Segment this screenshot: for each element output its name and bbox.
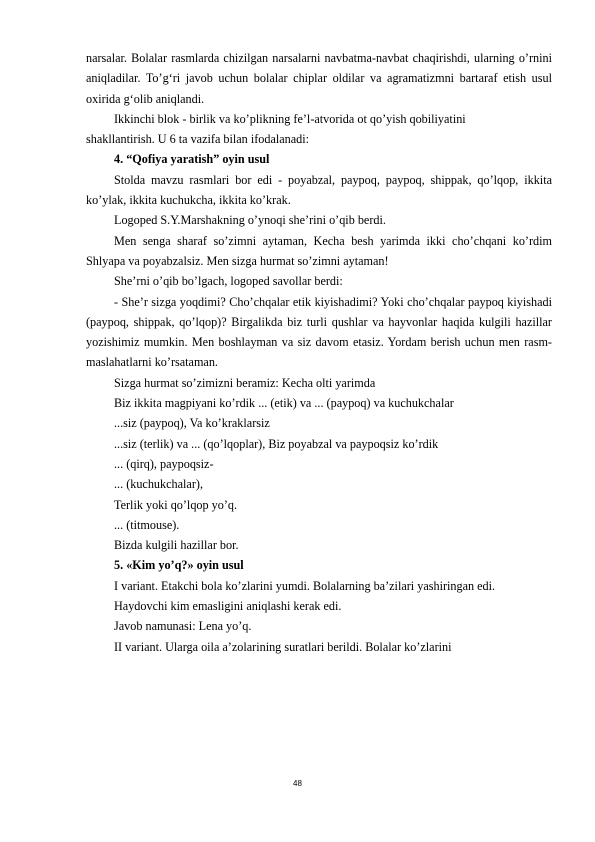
poem-line-7: Terlik yoki qo’lqop yo’q.: [114, 497, 238, 512]
poem-line-3: ...siz (paypoq), Va ko’kraklarsiz: [114, 416, 270, 431]
paragraph-after-poem: She’rni o’qib bo’lgach, logoped savollar berdi:: [114, 274, 343, 289]
paragraph-continuation: narsalar. Bolalar rasmlarda chizilgan narsalarni navbatma-navbat chaqirishdi, ularning o’rnini aniqladilar. To’g‘ri javob uchun bolalar chiplar oldilar va agramatizmni bartaraf etish usul oxirida g‘olib aniqlandi.: [86, 51, 552, 106]
poem-line-9: Bizda kulgili hazillar bor.: [114, 538, 239, 553]
poem-line-4: ...siz (terlik) va ... (qo’lqoplar), Biz poyabzal va paypoqsiz ko’rdik: [114, 436, 439, 451]
poem-line-8: ... (titmouse).: [114, 517, 180, 532]
paragraph-speech-therapist-read: Logoped S.Y.Marshakning o’ynoqi she’rini o’qib berdi.: [114, 213, 386, 228]
paragraph-second-block-intro: Ikkinchi blok - birlik va ko’plikning fe’l-atvorida ot qo’yish qobiliyatini: [114, 111, 466, 126]
page-number: 48: [293, 779, 302, 788]
poem-line-2: Biz ikkita magpiyani ko’rdik ... (etik) va ... (paypoq) va kuchukchalar: [114, 396, 454, 411]
section-heading-who-is-missing: 5. «Kim yo’q?» oyin usul: [114, 558, 244, 573]
section-heading-rhyme-game: 4. “Qofiya yaratish” oyin usul: [114, 152, 270, 167]
paragraph-poem: Men senga sharaf so’zimni aytaman, Kecha besh yarimda ikki cho’chqani ko’rdim Shlyapa va poyabzalsiz. Men sizga hurmat so’zimni aytaman!: [86, 233, 552, 268]
paragraph-second-block-tasks: shakllantirish. U 6 ta vazifa bilan ifodalanadi:: [86, 132, 310, 147]
paragraph-variant-1: I variant. Etakchi bola ko’zlarini yumdi. Bolalarning ba’zilari yashiringan edi.: [114, 578, 496, 593]
poem-line-5: ... (qirq), paypoqsiz-: [114, 456, 214, 471]
paragraph-questions: - She’r sizga yoqdimi? Cho’chqalar etik kiyishadimi? Yoki cho’chqalar paypoq kiyishadi (paypoq, shippak, qo’lqop)? Birgalikda biz turli qushlar va hayvonlar haqida kulgili hazillar yozishimiz mumkin. Men boshlayman va siz davom etasiz. Yordam berish uchun men rasm-maslahatlarni ko’rsataman.: [86, 294, 552, 370]
paragraph-table-pictures: Stolda mavzu rasmlari bor edi - poyabzal, paypoq, paypoq, shippak, qo’lqop, ikkita ko’ylak, ikkita kuchukcha, ikkita ko’krak.: [86, 172, 552, 208]
paragraph-answer-sample: Javob namunasi: Lena yo’q.: [114, 619, 252, 634]
document-body: [86, 48, 552, 657]
poem-line-6: ... (kuchukchalar),: [114, 477, 203, 492]
paragraph-driver: Haydovchi kim emasligini aniqlashi kerak edi.: [114, 599, 342, 614]
paragraph-variant-2: II variant. Ularga oila a’zolarining suratlari berildi. Bolalar ko’zlarini: [114, 639, 452, 654]
poem-line-1: Sizga hurmat so’zimizni beramiz: Kecha olti yarimda: [114, 375, 376, 390]
